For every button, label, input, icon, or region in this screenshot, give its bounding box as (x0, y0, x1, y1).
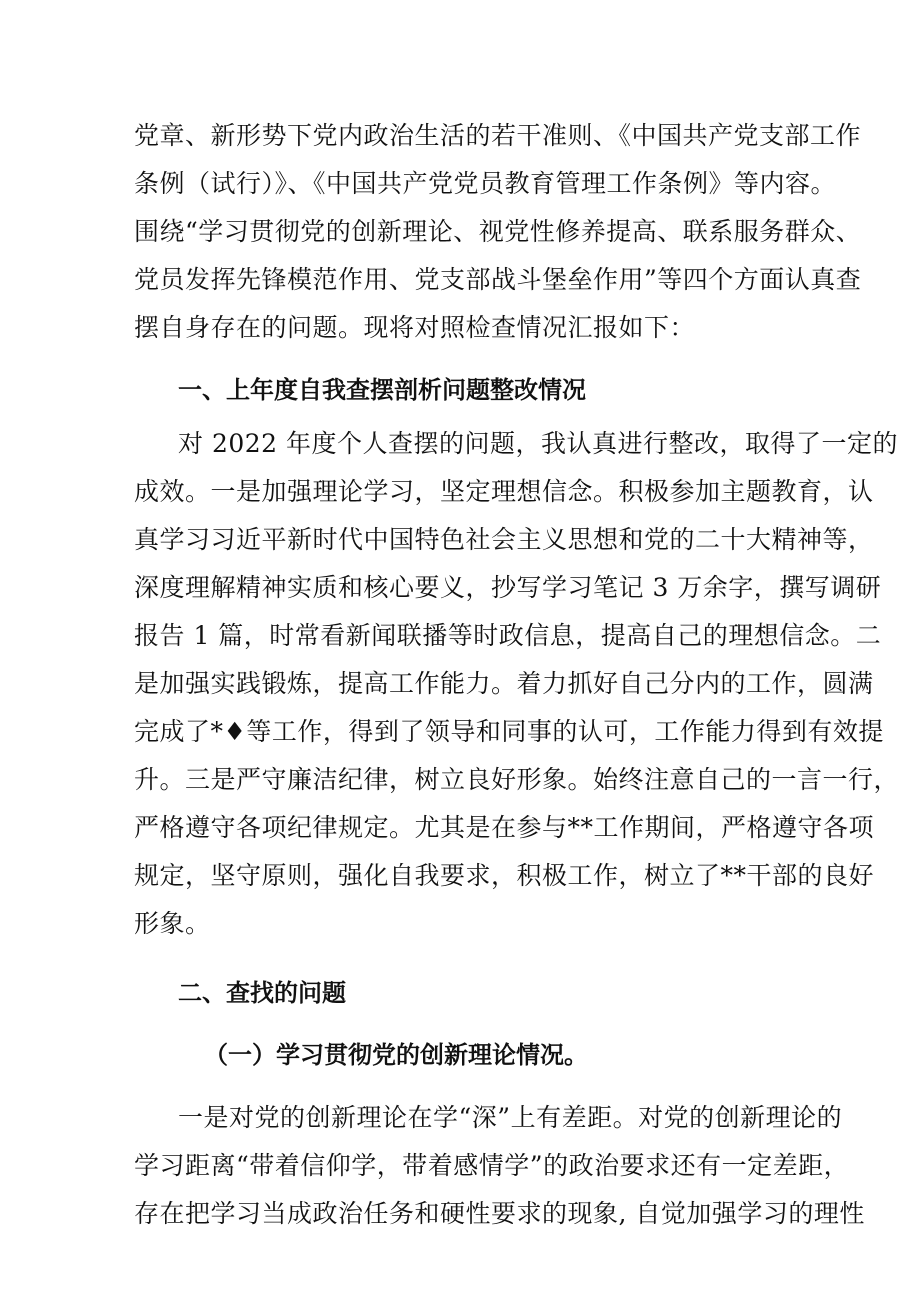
paragraph-line: 严格遵守各项纪律规定。尤其是在参与**工作期间，严格遵守各项 (134, 813, 875, 842)
section-heading-2: 二、查找的问题 (178, 979, 346, 1007)
paragraph-line: 条例（试行）》、《中国共产党党员教育管理工作条例》等内容。 (134, 169, 837, 198)
paragraph-line: 对 2022 年度个人查摆的问题，我认真进行整改，取得了一定的 (178, 429, 899, 458)
paragraph-line: 围绕“学习贯彻党的创新理论、视党性修养提高、联系服务群众、 (134, 217, 862, 246)
paragraph-line: 学习距离“带着信仰学，带着感情学”的政治要求还有一定差距， (134, 1151, 850, 1180)
paragraph-line: 规定，坚守原则，强化自我要求，积极工作，树立了**干部的良好 (134, 861, 875, 890)
paragraph-line: 党员发挥先锋模范作用、党支部战斗堡垒作用”等四个方面认真查 (134, 265, 862, 294)
paragraph-line: 形象。 (134, 909, 211, 938)
subsection-heading-1: （一）学习贯彻党的创新理论情况。 (204, 1040, 588, 1069)
paragraph-line: 一是对党的创新理论在学“深”上有差距。对党的创新理论的 (178, 1103, 843, 1132)
paragraph-line: 党章、新形势下党内政治生活的若干准则、《中国共产党支部工作 (134, 121, 862, 150)
paragraph-line: 成效。一是加强理论学习，坚定理想信念。积极参加主题教育，认 (134, 477, 874, 506)
paragraph-line: 报告 1 篇，时常看新闻联播等时政信息，提高自己的理想信念。二 (134, 621, 882, 650)
paragraph-line: 存在把学习当成政治任务和硬性要求的现象, 自觉加强学习的理性 (134, 1199, 865, 1228)
paragraph-line: 深度理解精神实质和核心要义，抄写学习笔记 3 万余字，撰写调研 (134, 573, 882, 602)
paragraph-line: 是加强实践锻炼，提高工作能力。着力抓好自己分内的工作，圆满 (134, 669, 874, 698)
section-heading-1: 一、上年度自我查摆剖析问题整改情况 (178, 376, 586, 404)
paragraph-line: 摆自身存在的问题。现将对照检查情况汇报如下： (134, 313, 696, 342)
paragraph-line: 升。三是严守廉洁纪律，树立良好形象。始终注意自己的一言一行， (134, 765, 900, 794)
paragraph-line: 完成了*♦等工作，得到了领导和同事的认可，工作能力得到有效提 (134, 717, 884, 746)
paragraph-line: 真学习习近平新时代中国特色社会主义思想和党的二十大精神等， (134, 525, 874, 554)
